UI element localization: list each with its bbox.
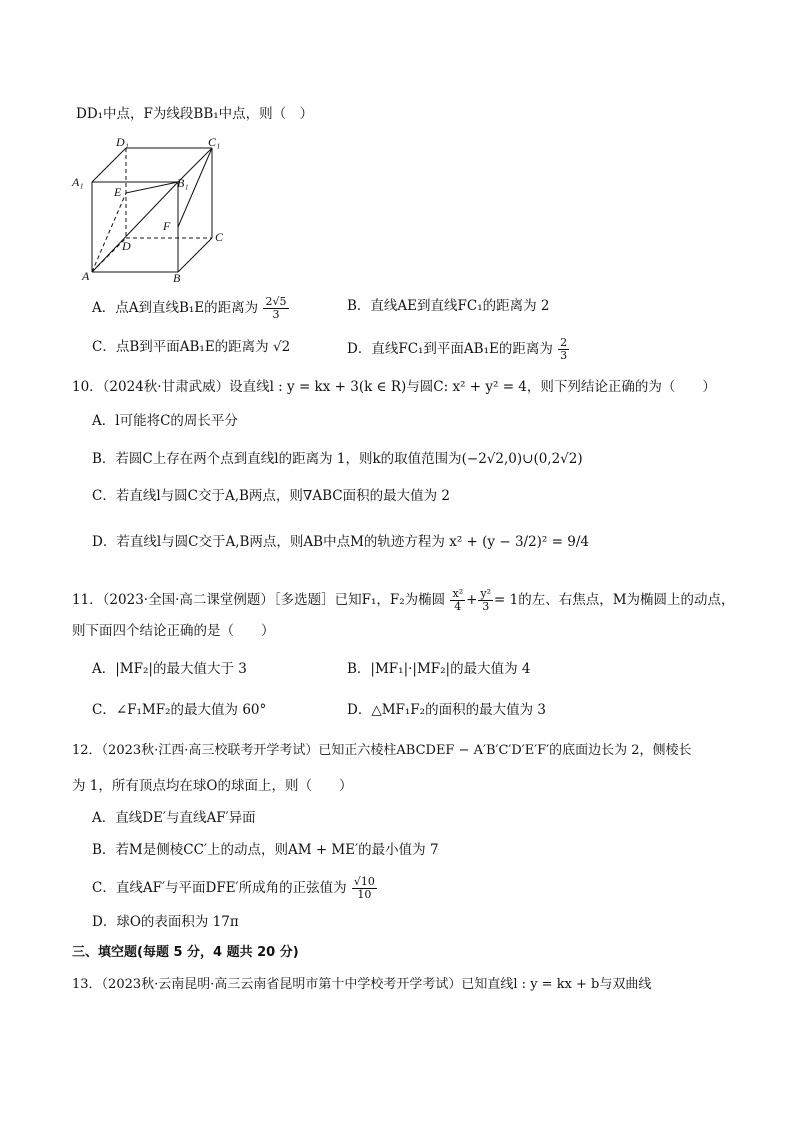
q11-option-c: C．∠F₁MF₂的最大值为 60°	[92, 702, 267, 718]
q12-stem-line2: 为 1，所有顶点均在球O的球面上，则（ ）	[72, 778, 353, 794]
label-d1: D₁	[116, 135, 129, 149]
q11-ellipse-y-fraction: $\frac{\text{y²}}{3}$	[480, 587, 492, 613]
q10-option-d-equation: x² + (y − 3/2)² = 9/4	[449, 534, 589, 550]
q9-option-a-fraction: $\frac{2√5}{3}$	[265, 295, 287, 321]
q11-stem-post: = 1的左、右焦点，M为椭圆上的动点，	[494, 592, 735, 608]
label-a1: A₁	[72, 175, 84, 189]
q12-stem-line1: 12．（2023秋·江西·高三校联考开学考试）已知正六棱柱ABCDEF − A′B′C′D′E′F′的底面边长为 2，侧棱长	[72, 743, 692, 758]
cube-figure	[70, 132, 230, 282]
question-continuation: DD₁中点，F为线段BB₁中点，则（ ）	[76, 106, 314, 122]
q12-option-c-fraction: $\frac{√10}{10}$	[353, 875, 375, 901]
label-c1: C₁	[208, 135, 221, 149]
label-b1: B₁	[177, 176, 189, 190]
q11-option-b: B．|MF₁|·|MF₂|的最大值为 4	[347, 661, 531, 677]
q9-option-d-fraction: $\frac{2}{3}$	[560, 336, 568, 362]
q10-option-d	[92, 532, 589, 552]
q11-option-a: A．|MF₂|的最大值大于 3	[92, 661, 247, 677]
segment-eb1	[126, 182, 178, 193]
label-e: E	[114, 185, 122, 199]
label-a: A	[82, 269, 90, 282]
edge-bc	[178, 238, 212, 272]
label-d: D	[122, 239, 131, 253]
q9-option-d-text: D．直线FC₁到平面AB₁E的距离为	[347, 341, 553, 357]
q9-option-b: B．直线AE到直线FC₁的距离为 2	[347, 298, 550, 314]
q10-option-d-text: D．若直线l与圆C交于A,B两点，则AB中点M的轨迹方程为	[92, 534, 445, 550]
q9-option-c: C．点B到平面AB₁E的距离为 √2	[92, 339, 291, 355]
q11-stem-line1: 11．（2023·全国·高二课堂例题）［多选题］已知F₁，F₂为椭圆 $\frac{\text{x²}}{4}$ + $\frac{\text{y²}}{3}$ = 1的左、右焦点，M为椭圆上的动点，	[72, 587, 735, 613]
q13-stem: 13．（2023秋·云南昆明·高三云南省昆明市第十中学校考开学考试）已知直线l : y = kx + b与双曲线	[72, 977, 652, 992]
q10-option-b: B．若圆C上存在两个点到直线l的距离为 1，则k的取值范围为(−2√2,0)∪(0,2√2)	[92, 451, 583, 467]
q11-ellipse-x-fraction: $\frac{\text{x²}}{4}$	[452, 587, 464, 613]
q12-option-b: B．若M是侧棱CC′上的动点，则AM + ME′的最小值为 7	[92, 842, 439, 858]
label-c: C	[215, 230, 224, 244]
q12-option-c	[92, 876, 378, 901]
edge-a1d1	[92, 148, 126, 182]
label-b: B	[173, 271, 181, 282]
q11-stem-text: 11．（2023·全国·高二课堂例题）［多选题］已知F₁，F₂为椭圆	[72, 592, 446, 608]
segment-ae	[92, 193, 126, 272]
q9-option-a	[92, 296, 290, 321]
q12-option-c-text: C．直线AF′与平面DFE′所成角的正弦值为	[92, 880, 347, 896]
q11-option-d: D．△MF₁F₂的面积的最大值为 3	[347, 702, 546, 718]
section-heading: 三、填空题(每题 5 分，4 题共 20 分)	[72, 945, 299, 960]
q10-option-a: A．l可能将C的周长平分	[92, 413, 238, 429]
label-f: F	[163, 219, 171, 233]
q10-option-c: C．若直线l与圆C交于A,B两点，则∇ABC面积的最大值为 2	[92, 488, 450, 504]
q9-option-a-text: A．点A到直线B₁E的距离为	[92, 300, 259, 316]
q9-option-d	[347, 337, 570, 362]
q12-option-a: A．直线DE′与直线AF′异面	[92, 810, 256, 826]
q11-stem-line2: 则下面四个结论正确的是（ ）	[72, 623, 275, 639]
q10-stem: 10．（2024秋·甘肃武威）设直线l : y = kx + 3(k ∈ R)与圆C: x² + y² = 4，则下列结论正确的为（ ）	[72, 379, 716, 395]
q12-option-d: D．球O的表面积为 17π	[92, 914, 239, 930]
edge-ad	[92, 238, 126, 272]
